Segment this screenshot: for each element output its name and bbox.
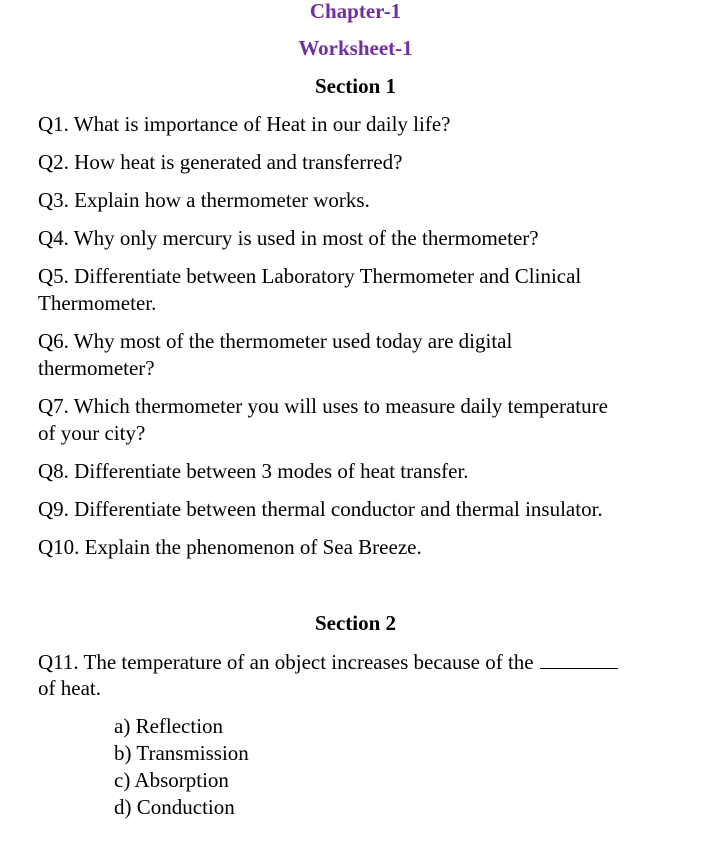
question-8: Q8. Differentiate between 3 modes of heat transfer.	[38, 459, 469, 483]
option-d: d) Conduction	[114, 795, 235, 819]
option-b: b) Transmission	[114, 741, 249, 765]
question-6-line-1: Q6. Why most of the thermometer used today are digital	[38, 329, 513, 353]
question-5-line-1: Q5. Differentiate between Laboratory Thermometer and Clinical	[38, 264, 582, 288]
question-4: Q4. Why only mercury is used in most of the thermometer?	[38, 226, 539, 250]
chapter-title: Chapter-1	[309, 0, 402, 23]
question-6-line-2: thermometer?	[38, 356, 155, 380]
question-11-line-2: of heat.	[38, 676, 101, 700]
question-7-line-1: Q7. Which thermometer you will uses to measure daily temperature	[38, 394, 608, 418]
question-9: Q9. Differentiate between thermal conductor and thermal insulator.	[38, 497, 603, 521]
section-2-title: Section 2	[314, 611, 397, 635]
option-c: c) Absorption	[114, 768, 229, 792]
option-a: a) Reflection	[114, 714, 224, 738]
question-11-text: Q11. The temperature of an object increases because of the	[38, 650, 534, 674]
worksheet-title: Worksheet-1	[298, 36, 413, 60]
question-1: Q1. What is importance of Heat in our daily life?	[38, 112, 451, 136]
answer-blank	[540, 648, 618, 669]
question-10: Q10. Explain the phenomenon of Sea Breeze.	[38, 535, 422, 559]
section-1-title: Section 1	[314, 74, 397, 98]
question-2: Q2. How heat is generated and transferred?	[38, 150, 403, 174]
question-5-line-2: Thermometer.	[38, 291, 157, 315]
question-11-line-1	[38, 648, 618, 676]
question-3: Q3. Explain how a thermometer works.	[38, 188, 370, 212]
question-7-line-2: of your city?	[38, 421, 146, 445]
